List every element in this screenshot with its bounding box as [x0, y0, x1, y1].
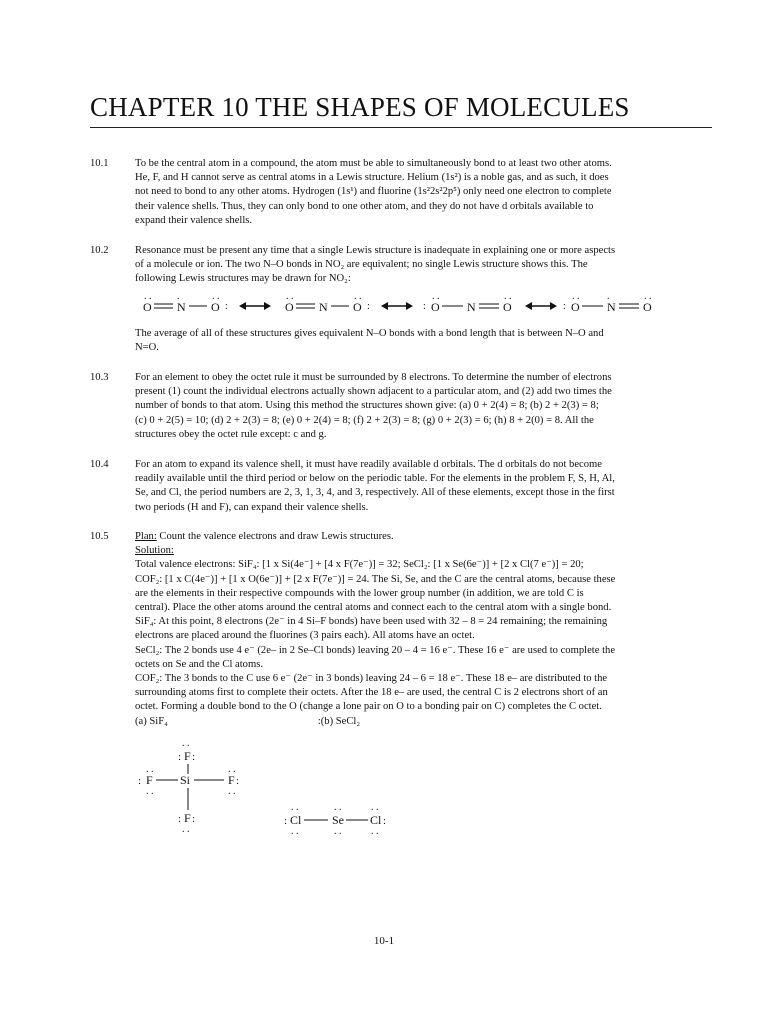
lone-pair: . . [144, 291, 152, 302]
lone-pair: . . [146, 764, 154, 775]
lone-pair: : [138, 775, 142, 787]
lone-pair: : [178, 813, 182, 825]
arrow-head [239, 302, 246, 310]
label-secl2: :(b) SeCl₂ [317, 715, 361, 727]
text-line: number of bonds to that atom. Using this method the structures shown give: (a) 0 + 2(4) = 8; (b) 2 + 2(3) = 8; [135, 400, 599, 412]
lone-pair: . . [354, 291, 362, 302]
text-line: He, F, and H cannot serve as central atoms in a Lewis structure. Helium (1s²) is a noble gas, and as such, it does [135, 172, 609, 184]
atom-o: O [143, 300, 152, 314]
lone-pair: . . [432, 291, 440, 302]
lone-pair: : [192, 813, 196, 825]
atom-o: O [285, 300, 294, 314]
section-number: 10.2 [90, 245, 109, 256]
atom-f-left: F [146, 773, 153, 787]
text-line: present (1) count the individual electrons actually shown adjacent to a particular atom, and (2) add two times the [135, 386, 612, 398]
lone-pair: . . [212, 291, 220, 302]
solution-line [135, 544, 710, 558]
text-line: Se, and Cl, the period numbers are 2, 3, 1, 3, 4, and 3, respectively. All of these elements, except those in the first [135, 487, 615, 499]
atom-cl-left: Cl [290, 813, 302, 827]
text-line: COF₂: [1 x C(4e⁻)] + [1 x O(6e⁻)] + [2 x F(7e⁻)] = 24. The Si, Se, and the C are the central atoms, because these [135, 573, 616, 585]
lone-pair: . . [182, 824, 190, 835]
arrow-head [406, 302, 413, 310]
lone-pair: . . [371, 802, 379, 813]
lone-pair: . . [504, 291, 512, 302]
lone-pair: . . [572, 291, 580, 302]
no2-resonance-structures [135, 290, 675, 320]
lone-pair: . . [146, 786, 154, 797]
atom-o: O [431, 300, 440, 314]
lone-pair: : [225, 301, 228, 312]
sif4-lewis-structure [130, 736, 260, 836]
atom-o: O [503, 300, 512, 314]
atom-f-right: F [228, 773, 235, 787]
lone-pair: . . [644, 291, 652, 302]
secl2-lewis-structure [280, 800, 390, 836]
lone-pair: . . [286, 291, 294, 302]
plan-text: Count the valence electrons and draw Lewis structures. [156, 531, 394, 542]
text-line: structures obey the octet rule except: c and g. [135, 428, 327, 440]
lone-pair: . . [291, 826, 299, 836]
section-body [135, 371, 710, 442]
section-body [135, 458, 710, 515]
lone-pair: . . [228, 764, 236, 775]
text-line: not need to bond to any other atoms. Hydrogen (1s¹) and fluorine (1s²2s²2p⁵) only need one electron to complete [135, 186, 612, 198]
text-line: central). Place the other atoms around the central atoms and connect each to the central atom with a single bond. [135, 602, 612, 614]
label-sif4: (a) SiF₄ [135, 715, 168, 727]
text-line: readily available until the third period or below on the periodic table. For the elements in the problem F, S, H, Al, [135, 473, 615, 485]
section-number: 10.5 [90, 531, 109, 542]
arrow-head [550, 302, 557, 310]
lone-pair: : [383, 815, 387, 827]
text-line: To be the central atom in a compound, the atom must be able to simultaneously bond to at least two other atoms. [135, 158, 612, 169]
lone-pair: . . [182, 738, 190, 749]
lone-pair: . . [334, 802, 342, 813]
lone-pair: . . [228, 786, 236, 797]
lone-pair: : [236, 775, 240, 787]
text-line: N=O. [135, 342, 159, 354]
text-line: octets on Se and the Cl atoms. [135, 658, 263, 670]
lone-pair: . . [371, 826, 379, 836]
lone-electron: . [177, 291, 180, 302]
lone-pair: : [178, 751, 182, 763]
section-number: 10.4 [90, 459, 109, 470]
atom-o: O [643, 300, 652, 314]
atom-cl-right: Cl [370, 813, 382, 827]
section-body [135, 157, 710, 228]
lone-pair: : [284, 815, 288, 827]
atom-n: N [177, 300, 186, 314]
chapter-title: CHAPTER 10 THE SHAPES OF MOLECULES [90, 92, 630, 122]
plan-label: Plan: [135, 531, 157, 542]
lone-pair: : [367, 301, 370, 312]
text-line: surrounding atoms first to complete their octets. After the 18 e– are used, the central C is 2 electrons short of an [135, 687, 608, 699]
text-line: are the elements in their respective compounds with the lower group number (in addition, we are told C is [135, 587, 584, 599]
text-line: SeCl₂: The 2 bonds use 4 e⁻ (2e– in 2 Se–Cl bonds) leaving 20 – 4 = 16 e⁻. These 16 e⁻ are used to complete the [135, 644, 616, 656]
arrow-head [264, 302, 271, 310]
plan-line [135, 530, 710, 544]
atom-si: Si [180, 773, 191, 787]
atom-se: Se [332, 813, 344, 827]
lone-pair: : [423, 301, 426, 312]
text-line: following Lewis structures may be drawn for NO₂: [135, 273, 351, 285]
text-line: For an atom to expand its valence shell, it must have readily available d orbitals. The d orbitals do not become [135, 459, 602, 470]
section-body [135, 244, 710, 287]
text-line: electrons are placed around the fluorines (3 pairs each). All atoms have an octet. [135, 630, 475, 642]
lone-pair: . . [334, 826, 342, 836]
section-body [135, 530, 710, 729]
text-line: SiF₄: At this point, 8 electrons (2e⁻ in 4 Si–F bonds) have been used with 32 – 8 = 24 remaining; the remaining [135, 616, 608, 628]
text-line: COF₂: The 3 bonds to the C use 6 e⁻ (2e⁻ in 3 bonds) leaving 24 – 6 = 18 e⁻. These 18 e– are distributed to the [135, 673, 608, 685]
lone-electron: . [607, 291, 610, 302]
arrow-head [381, 302, 388, 310]
lone-pair: : [563, 301, 566, 312]
text-line: expand their valence shells. [135, 214, 253, 226]
text-line: octet. Forming a double bond to the O (change a lone pair on O to a bonding pair on C) completes the C octet. [135, 701, 602, 713]
text-line: Resonance must be present any time that a single Lewis structure is inadequate in explaining one or more aspects [135, 245, 616, 256]
atom-o: O [571, 300, 580, 314]
atom-o: O [211, 300, 220, 314]
text-line: (c) 0 + 2(5) = 10; (d) 2 + 2(3) = 8; (e) 0 + 2(4) = 8; (f) 2 + 2(3) = 8; (g) 0 + 2(3) = 6; (h) 8 + 2(0) = 8. All the [135, 414, 594, 426]
solution-label: Solution: [135, 545, 174, 557]
atom-n: N [319, 300, 328, 314]
atom-n: N [607, 300, 616, 314]
atom-f-bottom: F [184, 811, 191, 825]
title-rule [90, 127, 712, 128]
page-number: 10-1 [373, 935, 395, 947]
atom-n: N [467, 300, 476, 314]
text-line: of a molecule or ion. The two N–O bonds in NO₂ are equivalent; no single Lewis structure shows this. The [135, 259, 588, 271]
arrow-head [525, 302, 532, 310]
text-line: their valence shells. Thus, they can only bond to one other atom, and they do not have d orbitals available to [135, 200, 594, 212]
structure-labels [135, 715, 710, 729]
section-number: 10.1 [90, 158, 109, 169]
section-number: 10.3 [90, 372, 109, 383]
text-line: Total valence electrons: SiF₄: [1 x Si(4e⁻] + [4 x F(7e⁻)] = 32; SeCl₂: [1 x Se(6e⁻)] + [2 x Cl(7 e⁻)] = 20; [135, 559, 584, 571]
section-body [135, 327, 710, 355]
lone-pair: . . [291, 802, 299, 813]
text-line: The average of all of these structures gives equivalent N–O bonds with a bond length that is between N–O and [135, 328, 604, 339]
atom-o: O [353, 300, 362, 314]
text-line: For an element to obey the octet rule it must be surrounded by 8 electrons. To determine the number of electrons [135, 372, 612, 383]
lone-pair: : [192, 751, 196, 763]
atom-f-top: F [184, 749, 191, 763]
text-line: two periods (H and F), can expand their valence shells. [135, 501, 369, 513]
